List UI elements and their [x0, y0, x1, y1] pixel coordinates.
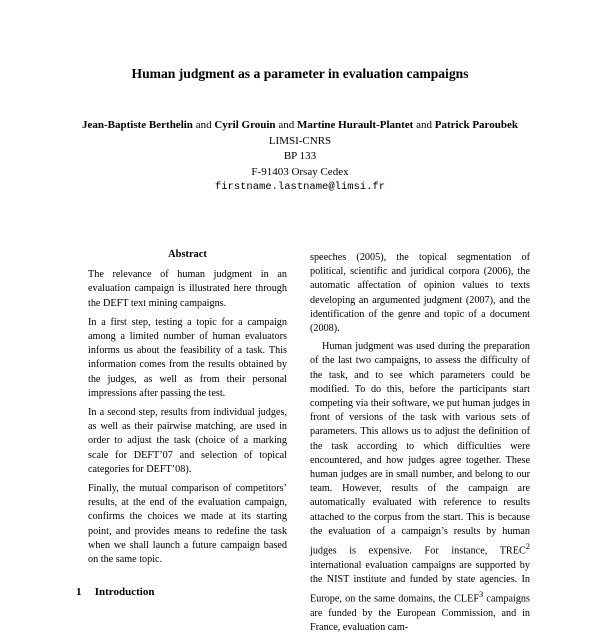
abstract-paragraph: Finally, the mutual comparison of competitors’ results, at the end of the evaluation campaign, confirms the choices we made at its starting point, and provides means to redefine the task when we shall launch a future campaign based on the same topic. — [88, 483, 287, 566]
affiliation: LIMSI-CNRS — [268, 134, 332, 147]
paper-title: Human judgment as a parameter in evaluation campaigns — [131, 66, 469, 81]
author-name: Martine Hurault-Plantet — [296, 119, 414, 131]
author-line — [0, 118, 600, 134]
body-paragraph: speeches (2005), the topical segmentation of political, scientific and juridical corpora (2006), the automatic affectation of opinion values to texts developing an argumented judgment (2007), and the identification of the genre and topic of a document (2008). — [310, 252, 530, 335]
body-paragraph — [310, 340, 530, 635]
author-block — [0, 118, 600, 196]
section-heading — [76, 586, 154, 598]
abstract-column — [88, 248, 287, 572]
footnote-marker: 3 — [479, 589, 484, 600]
abstract-heading: Abstract — [168, 249, 207, 260]
body-text: Human judgment was used during the preparation of the last two campaigns, to assess the difficulty of the task, and to see which parameters could be modified. To do this, before the participants start competing via their software, we put human judges in front of versions of the task with various sets of parameters. This allows us to adjust the definition of the task according to which difficulties were encountered, and how judges agree together. These human judges are in small number, and belong to our team. However, results of the campaign are automatically evaluated with reference to results attached to the corpus from the start. This is because the evaluation of a campaign’s results by human judges is expensive. For instance, TREC — [310, 341, 530, 557]
section-title: Introduction — [94, 586, 155, 598]
author-name: Cyril Grouin — [214, 119, 276, 131]
author-name: Patrick Paroubek — [434, 119, 518, 131]
author-name: Jean-Baptiste Berthelin — [82, 119, 193, 131]
address-line: F-91403 Orsay Cedex — [251, 165, 349, 178]
abstract-paragraph: In a first step, testing a topic for a campaign among a limited number of human evaluators informs us about the feasibility of a task. This information comes from the results obtained by the judges, as well as from their personal impressions after passing the test. — [88, 316, 287, 399]
body-text: international evaluation campaigns are supported by the NIST institute and funded by state agencies. In Europe, on the same domains, the CLEF — [310, 559, 530, 605]
author-separator: and — [195, 119, 212, 131]
footnote-marker: 2 — [525, 541, 530, 552]
abstract-paragraph: In a second step, results from individual judges, as well as their pairwise matching, are used in order to adjust the task (choice of a marking scale for DEFT’07 and selection of topical categories for DEFT’08). — [88, 407, 287, 475]
abstract-paragraph: The relevance of human judgment in an evaluation campaign is illustrated here through the DEFT text mining campaigns. — [88, 269, 287, 309]
section-number: 1 — [76, 586, 82, 598]
body-text: campaigns are funded by the European Commission, and in France, evaluation cam- — [310, 593, 530, 633]
address-line: BP 133 — [283, 150, 317, 163]
author-email: firstname.lastname@limsi.fr — [214, 181, 386, 194]
body-column-right — [310, 251, 530, 639]
author-separator: and — [416, 119, 432, 131]
author-separator: and — [278, 119, 295, 131]
